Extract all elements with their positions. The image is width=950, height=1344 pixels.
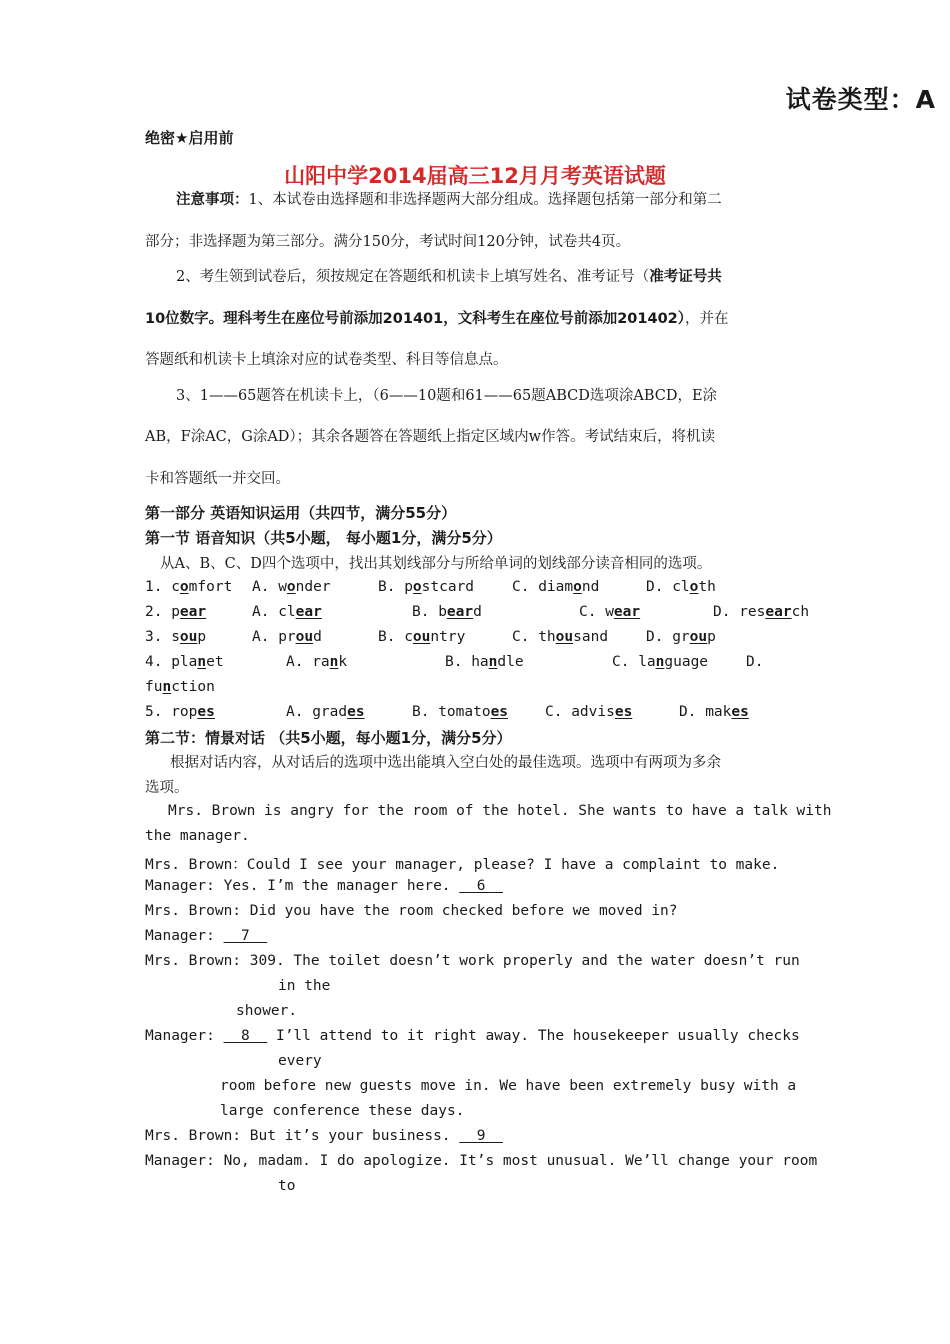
q1-option-a: A. wonder xyxy=(252,579,331,595)
notice-item3-line1: 3、1——65题答在机读卡上，（6——10题和61——65题ABCD选项涂ABCD，E涂 xyxy=(176,388,718,404)
dialogue-line-7: Mrs. Brown: But it’s your business. 9 xyxy=(145,1128,503,1144)
q4-option-d-cont: function xyxy=(145,679,215,695)
dialogue-intro-line1: Mrs. Brown is angry for the room of the hotel. She wants to have a talk with xyxy=(168,803,832,819)
notice-item2-line1 xyxy=(176,265,722,286)
notice-item1-line2: 部分；非选择题为第三部分。满分150分，考试时间120分钟，试卷共4页。 xyxy=(145,234,631,250)
q2-option-c: C. wear xyxy=(579,604,641,620)
notice-item2-bold-2: 10位数字。理科考生在座位号前添加201401，文科考生在座位号前添加201402） xyxy=(145,311,685,327)
dialogue-line-6b: every xyxy=(278,1053,322,1069)
blank-6[interactable]: 6 xyxy=(459,878,503,894)
notice-item2-line2 xyxy=(145,307,729,328)
notice-item2-text-2: ，并在 xyxy=(685,311,729,327)
section1-heading: 第一节 语音知识（共5小题， 每小题1分，满分5分） xyxy=(145,529,502,547)
dialogue-line-5a: Mrs. Brown: 309. The toilet doesn’t work properly and the water doesn’t run xyxy=(145,953,800,969)
q5-stem: 5. ropes xyxy=(145,704,215,720)
notice-item3-line3: 卡和答题纸一并交回。 xyxy=(145,471,290,487)
q3-option-b: B. country xyxy=(378,629,466,645)
q2-option-d: D. research xyxy=(713,604,810,620)
q3-stem: 3. soup xyxy=(145,629,207,645)
q3-option-d: D. group xyxy=(646,629,716,645)
section2-instruction-line1: 根据对话内容，从对话后的选项中选出能填入空白处的最佳选项。选项中有两项为多余 xyxy=(170,755,721,771)
dialogue-line-3: Mrs. Brown: Did you have the room checked before we moved in? xyxy=(145,903,678,919)
q4-option-b: B. handle xyxy=(445,654,524,670)
notice-label: 注意事项： xyxy=(176,192,249,208)
q1-stem: 1. comfort xyxy=(145,579,233,595)
blank-7[interactable]: 7 xyxy=(223,928,268,944)
notice-item2-line3: 答题纸和机读卡上填涂对应的试卷类型、科目等信息点。 xyxy=(145,352,508,368)
section2-instruction-line2: 选项。 xyxy=(145,780,189,796)
q5-option-a: A. grades xyxy=(286,704,365,720)
dialogue-line-6a: Manager: 8 I’ll attend to it right away. The housekeeper usually checks xyxy=(145,1028,800,1044)
q4-stem: 4. planet xyxy=(145,654,224,670)
dialogue-line-5c: shower. xyxy=(236,1003,298,1019)
dialogue-line-6d: large conference these days. xyxy=(220,1103,465,1119)
q5-option-c: C. advises xyxy=(545,704,633,720)
dialogue-line-1: Mrs. Brown：Could I see your manager, please? I have a complaint to make. xyxy=(145,857,780,873)
dialogue-line-2: Manager: Yes. I’m the manager here. 6 xyxy=(145,878,503,894)
q3-option-c: C. thousand xyxy=(512,629,609,645)
q1-option-c: C. diamond xyxy=(512,579,600,595)
dialogue-line-6c: room before new guests move in. We have been extremely busy with a xyxy=(220,1078,797,1094)
q5-option-b: B. tomatoes xyxy=(412,704,509,720)
section2-heading: 第二节：情景对话 （共5小题，每小题1分，满分5分） xyxy=(145,729,512,747)
part1-heading: 第一部分 英语知识运用（共四节，满分55分） xyxy=(145,504,457,522)
dialogue-intro-line2: the manager. xyxy=(145,828,250,844)
q5-option-d: D. makes xyxy=(679,704,749,720)
notice-item2-text: 2、考生领到试卷后，须按规定在答题纸和机读卡上填写姓名、准考证号（ xyxy=(176,269,650,285)
notice-item1-text: 1、本试卷由选择题和非选择题两大部分组成。选择题包括第一部分和第二 xyxy=(248,192,722,208)
confidential-label: 绝密★启用前 xyxy=(145,129,234,147)
q3-option-a: A. proud xyxy=(252,629,322,645)
dialogue-line-8a: Manager: No, madam. I do apologize. It’s most unusual. We’ll change your room xyxy=(145,1153,818,1169)
blank-8[interactable]: 8 xyxy=(223,1028,268,1044)
dialogue-line-8b: to xyxy=(278,1178,296,1194)
notice-item3-line2: AB，F涂AC，G涂AD）；其余各题答在答题纸上指定区域内w作答。考试结束后，将机读 xyxy=(145,429,716,445)
section1-instruction: 从A、B、C、D四个选项中，找出其划线部分与所给单词的划线部分读音相同的选项。 xyxy=(160,556,712,572)
notice-item1-line1 xyxy=(176,188,722,209)
exam-type-label: 试卷类型：A xyxy=(785,85,936,114)
page-title: 山阳中学2014届高三12月月考英语试题 xyxy=(284,164,666,188)
q4-option-d: D. xyxy=(746,654,764,670)
q4-option-a: A. rank xyxy=(286,654,348,670)
q4-option-c: C. language xyxy=(612,654,709,670)
notice-item2-bold: 准考证号共 xyxy=(649,269,722,285)
q1-option-b: B. postcard xyxy=(378,579,475,595)
q1-option-d: D. cloth xyxy=(646,579,716,595)
dialogue-line-5b: in the xyxy=(278,978,331,994)
q2-stem: 2. pear xyxy=(145,604,207,620)
blank-9[interactable]: 9 xyxy=(459,1128,503,1144)
dialogue-line-4: Manager: 7 xyxy=(145,928,268,944)
q2-option-b: B. beard xyxy=(412,604,482,620)
q2-option-a: A. clear xyxy=(252,604,322,620)
